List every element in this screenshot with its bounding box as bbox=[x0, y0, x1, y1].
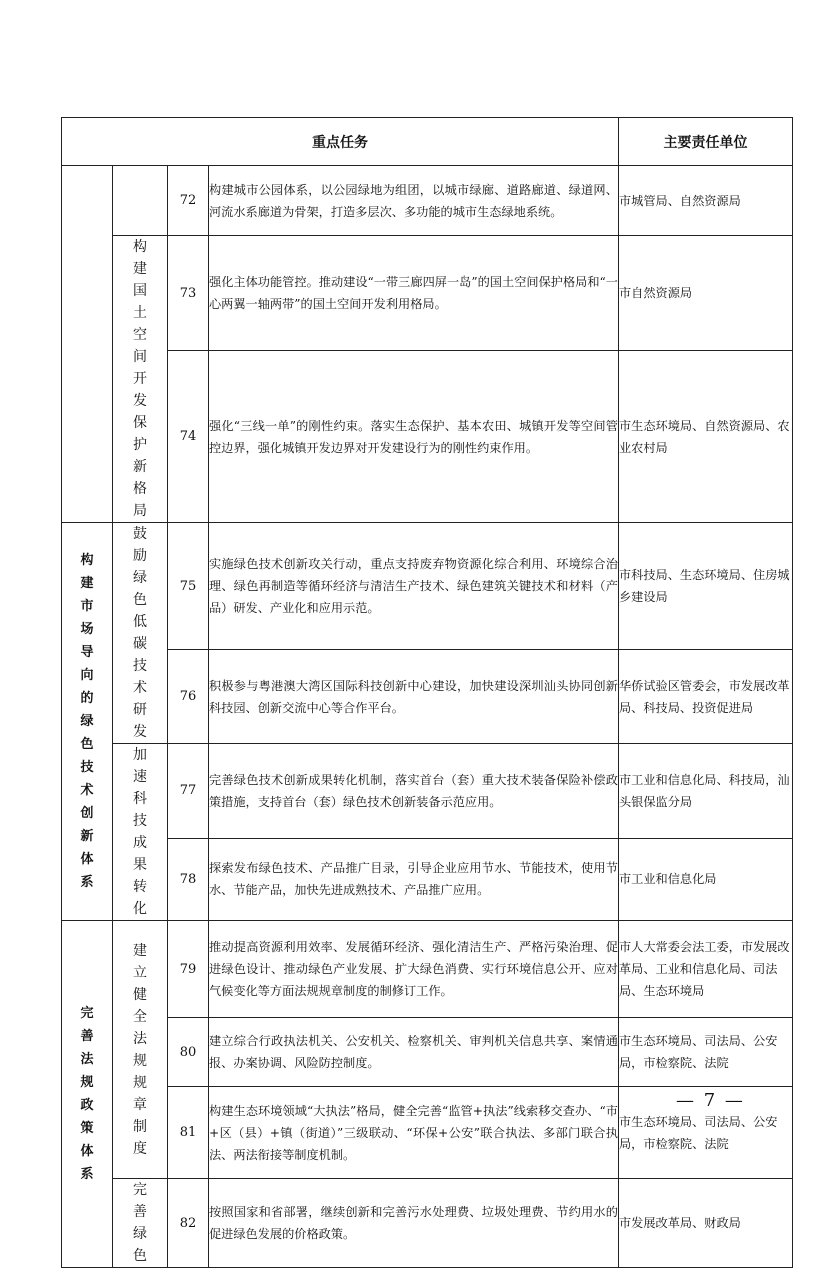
responsible-unit: 市生态环境局、司法局、公安局，市检察院、法院 bbox=[619, 1018, 793, 1087]
table-row bbox=[62, 744, 793, 839]
task-number: 72 bbox=[168, 166, 209, 236]
table-row bbox=[62, 650, 793, 744]
table-row bbox=[62, 838, 793, 920]
category bbox=[62, 921, 113, 1268]
task-number: 82 bbox=[168, 1179, 209, 1268]
task-number: 80 bbox=[168, 1018, 209, 1087]
responsible-unit: 市工业和信息化局、科技局，汕头银保监分局 bbox=[619, 744, 793, 839]
table-row bbox=[62, 1018, 793, 1087]
header-unit: 主要责任单位 bbox=[619, 118, 793, 166]
task-number: 79 bbox=[168, 921, 209, 1018]
table-row bbox=[62, 921, 793, 1018]
responsible-unit: 市工业和信息化局 bbox=[619, 838, 793, 920]
task-text: 推动提高资源利用效率、发展循环经济、强化清洁生产、严格污染治理、促进绿色设计、推动绿色产业发展、扩大绿色消费、实行环境信息公开、应对气候变化等方面法规规章制度的制修订工作。 bbox=[209, 921, 619, 1018]
responsible-unit: 市科技局、生态环境局、住房城乡建设局 bbox=[619, 523, 793, 650]
table-row bbox=[62, 236, 793, 351]
task-text: 强化“三线一单”的刚性约束。落实生态保护、基本农田、城镇开发等空间管控边界，强化城镇开发边界对开发建设行为的刚性约束作用。 bbox=[209, 351, 619, 523]
task-text: 实施绿色技术创新攻关行动，重点支持废弃物资源化综合利用、环境综合治理、绿色再制造等循环经济与清洁生产技术、绿色建筑关键技术和材料（产品）研发、产业化和应用示范。 bbox=[209, 523, 619, 650]
task-text: 构建生态环境领域“大执法”格局，健全完善“监管+执法”线索移交查办、“市+区（县）+镇（街道）”三级联动、“环保+公安”联合执法、多部门联合执法、两法衔接等制度机制。 bbox=[209, 1087, 619, 1179]
task-text: 构建城市公园体系，以公园绿地为组团，以城市绿廊、道路廊道、绿道网、河流水系廊道为骨架，打造多层次、多功能的城市生态绿地系统。 bbox=[209, 166, 619, 236]
subcategory-label: 建立健全法规规章制度 bbox=[132, 942, 147, 1157]
category-label: 完善法规政策体系 bbox=[80, 1006, 94, 1182]
task-number: 74 bbox=[168, 351, 209, 523]
table-row bbox=[62, 523, 793, 650]
subcategory-label: 加速科技成果转化 bbox=[132, 747, 147, 917]
task-number: 77 bbox=[168, 744, 209, 839]
task-text: 建立综合行政执法机关、公安机关、检察机关、审判机关信息共享、案情通报、办案协调、风险防控制度。 bbox=[209, 1018, 619, 1087]
responsible-unit: 华侨试验区管委会，市发展改革局、科技局、投资促进局 bbox=[619, 650, 793, 744]
subcategory-empty bbox=[113, 166, 168, 236]
task-number: 73 bbox=[168, 236, 209, 351]
table-row bbox=[62, 351, 793, 523]
table-header-row bbox=[62, 118, 793, 166]
task-number: 76 bbox=[168, 650, 209, 744]
task-text: 完善绿色技术创新成果转化机制，落实首台（套）重大技术装备保险补偿政策措施，支持首台（套）绿色技术创新装备示范应用。 bbox=[209, 744, 619, 839]
table-row bbox=[62, 166, 793, 236]
page-number: — 7 — bbox=[676, 1090, 745, 1111]
header-task: 重点任务 bbox=[62, 118, 619, 166]
table-row bbox=[62, 1179, 793, 1268]
task-number: 78 bbox=[168, 838, 209, 920]
responsible-unit: 市自然资源局 bbox=[619, 236, 793, 351]
task-text: 积极参与粤港澳大湾区国际科技创新中心建设，加快建设深圳汕头协同创新科技园、创新交流中心等合作平台。 bbox=[209, 650, 619, 744]
category bbox=[62, 523, 113, 921]
responsible-unit: 市发展改革局、财政局 bbox=[619, 1179, 793, 1268]
subcategory-label: 构建国土空间开发保护新格局 bbox=[132, 239, 147, 519]
responsible-unit: 市城管局、自然资源局 bbox=[619, 166, 793, 236]
task-number: 81 bbox=[168, 1087, 209, 1179]
task-text: 按照国家和省部署，继续创新和完善污水处理费、垃圾处理费、节约用水的促进绿色发展的价格政策。 bbox=[209, 1179, 619, 1268]
subcategory bbox=[113, 1179, 168, 1268]
subcategory-label: 完善绿色 bbox=[132, 1182, 147, 1264]
responsible-unit: 市人大常委会法工委，市发展改革局、工业和信息化局、司法局、生态环境局 bbox=[619, 921, 793, 1018]
task-number: 75 bbox=[168, 523, 209, 650]
task-text: 探索发布绿色技术、产品推广目录，引导企业应用节水、节能技术，使用节水、节能产品，加快先进成熟技术、产品推广应用。 bbox=[209, 838, 619, 920]
subcategory-label: 鼓励绿色低碳技术研发 bbox=[132, 526, 147, 740]
subcategory bbox=[113, 236, 168, 523]
category-empty bbox=[62, 166, 113, 523]
subcategory bbox=[113, 523, 168, 744]
subcategory bbox=[113, 744, 168, 921]
task-text: 强化主体功能管控。推动建设“一带三廊四屏一岛”的国土空间保护格局和“一心两翼一轴两带”的国土空间开发利用格局。 bbox=[209, 236, 619, 351]
category-label: 构建市场导向的绿色技术创新体系 bbox=[80, 553, 94, 890]
subcategory bbox=[113, 921, 168, 1179]
responsible-unit: 市生态环境局、自然资源局、农业农村局 bbox=[619, 351, 793, 523]
responsible-unit: 市生态环境局、司法局、公安局，市检察院、法院 bbox=[619, 1087, 793, 1179]
